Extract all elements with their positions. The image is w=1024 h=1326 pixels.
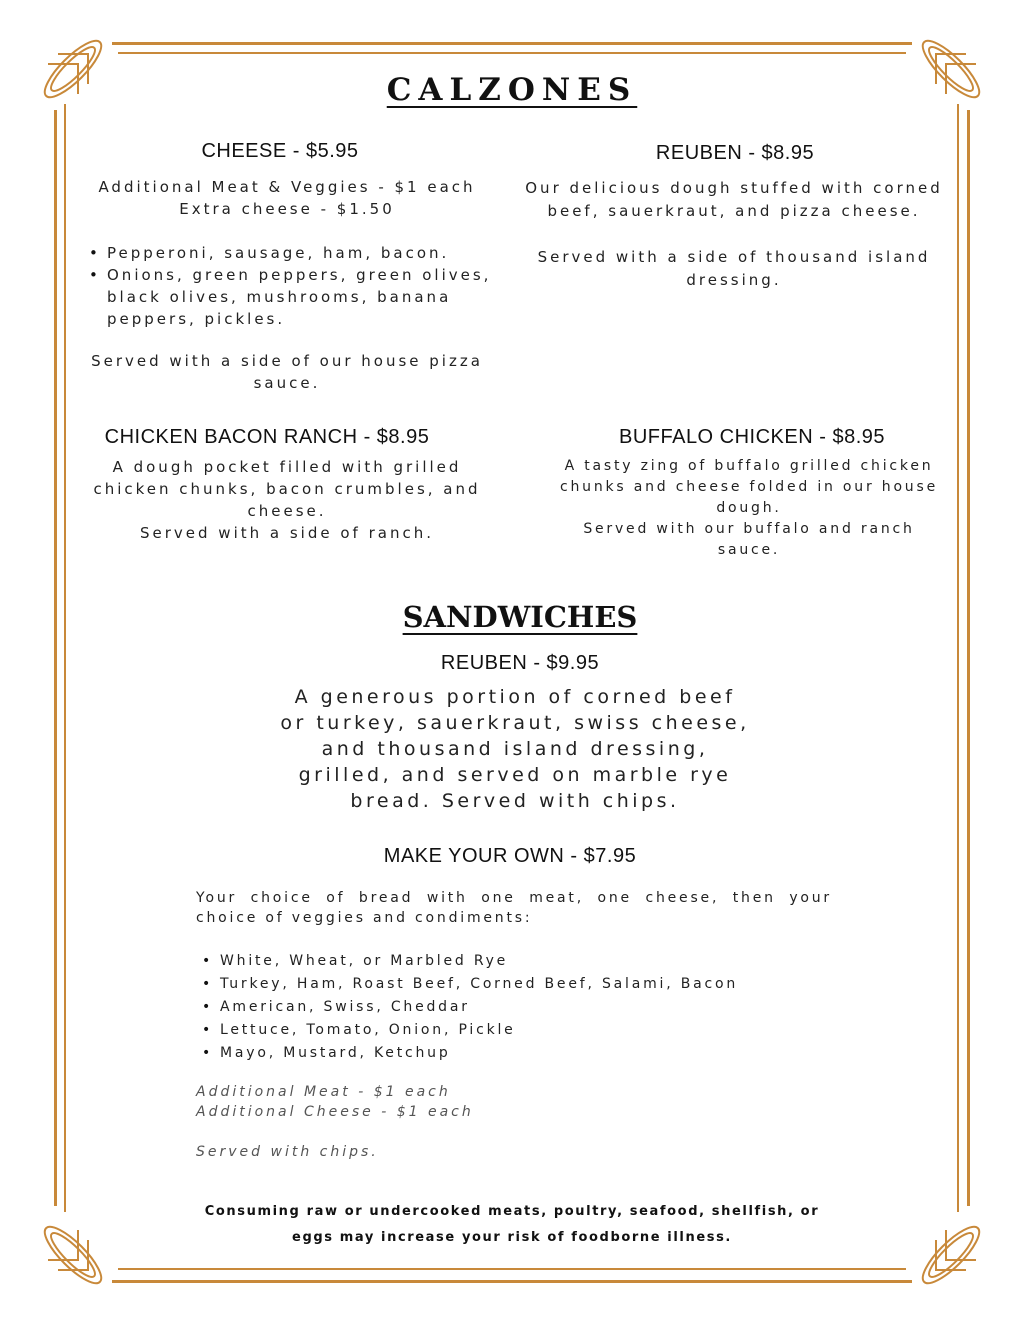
calzone-cheese-addon-line: Additional Meat & Veggies - $1 each <box>98 178 476 196</box>
bottom-border-inner <box>118 1268 906 1270</box>
list-item: • Lettuce, Tomato, Onion, Pickle <box>220 1019 780 1042</box>
list-item: • Mayo, Mustard, Ketchup <box>220 1042 780 1065</box>
calzone-cbr-note: Served with a side of ranch. <box>140 524 434 542</box>
calzone-buffalo-name: BUFFALO CHICKEN - $8.95 <box>618 426 886 448</box>
sandwiches-title: SANDWICHES <box>402 600 638 634</box>
calzone-cbr-name: CHICKEN BACON RANCH - $8.95 <box>104 426 430 448</box>
foodborne-warning <box>150 1199 874 1251</box>
top-border-inner <box>118 52 906 54</box>
list-item: • American, Swiss, Cheddar <box>220 996 780 1019</box>
sandwich-myo-name: MAKE YOUR OWN - $7.95 <box>383 845 637 867</box>
sandwich-myo-options <box>220 950 780 1065</box>
sandwich-reuben-name: REUBEN - $9.95 <box>440 652 600 674</box>
corner-ornament-bottom-right <box>906 1210 996 1300</box>
calzone-reuben-desc: Our delicious dough stuffed with corned beef, sauerkraut, and pizza cheese. <box>525 179 943 220</box>
right-border-inner <box>957 104 959 1212</box>
warning-line: eggs may increase your risk of foodborne illness. <box>292 1230 732 1245</box>
warning-line: Consuming raw or undercooked meats, poultry, seafood, shellfish, or <box>204 1204 820 1219</box>
calzone-reuben-note: Served with a side of thousand island dressing. <box>537 248 931 289</box>
top-border-outer <box>112 42 912 45</box>
calzones-title: CALZONES <box>386 72 638 108</box>
calzone-cheese-note: Served with a side of our house pizza sauce. <box>91 352 483 392</box>
corner-ornament-bottom-left <box>28 1210 118 1300</box>
extra-line: Additional Meat - $1 each <box>196 1084 451 1100</box>
list-item: • Pepperoni, sausage, ham, bacon. <box>107 242 507 264</box>
calzone-buffalo-desc: A tasty zing of buffalo grilled chicken chunks and cheese folded in our house dough. <box>559 458 938 516</box>
sandwich-myo-note: Served with chips. <box>196 1144 379 1160</box>
list-item: • Turkey, Ham, Roast Beef, Corned Beef, Salami, Bacon <box>220 973 780 996</box>
sandwich-myo-intro: Your choice of bread with one meat, one cheese, then your choice of veggies and condiments: <box>196 890 832 926</box>
corner-ornament-top-right <box>906 24 996 114</box>
corner-ornament-top-left <box>28 24 118 114</box>
sandwich-reuben-desc: A generous portion of corned beef or turkey, sauerkraut, swiss cheese, and thousand island dressing, grilled, and served on marble rye bread. Served with chips. <box>280 686 750 812</box>
sandwich-myo-extras <box>196 1082 596 1122</box>
right-border-outer <box>967 110 970 1206</box>
calzone-cbr-desc: A dough pocket filled with grilled chicken chunks, bacon crumbles, and cheese. <box>93 458 481 520</box>
left-border-outer <box>54 110 57 1206</box>
calzone-cheese-addon-line: Extra cheese - $1.50 <box>179 200 395 218</box>
list-item: • White, Wheat, or Marbled Rye <box>220 950 780 973</box>
list-item: • Onions, green peppers, green olives, black olives, mushrooms, banana peppers, pickles. <box>107 264 507 330</box>
extra-line: Additional Cheese - $1 each <box>196 1104 474 1120</box>
calzone-cheese-name: CHEESE - $5.95 <box>201 140 359 162</box>
calzone-cheese-addons <box>80 176 494 220</box>
calzone-buffalo-note: Served with our buffalo and ranch sauce. <box>583 521 915 558</box>
calzone-reuben-name: REUBEN - $8.95 <box>655 142 815 164</box>
left-border-inner <box>64 104 66 1212</box>
bottom-border-outer <box>112 1280 912 1283</box>
calzone-cheese-bullets <box>107 242 507 330</box>
